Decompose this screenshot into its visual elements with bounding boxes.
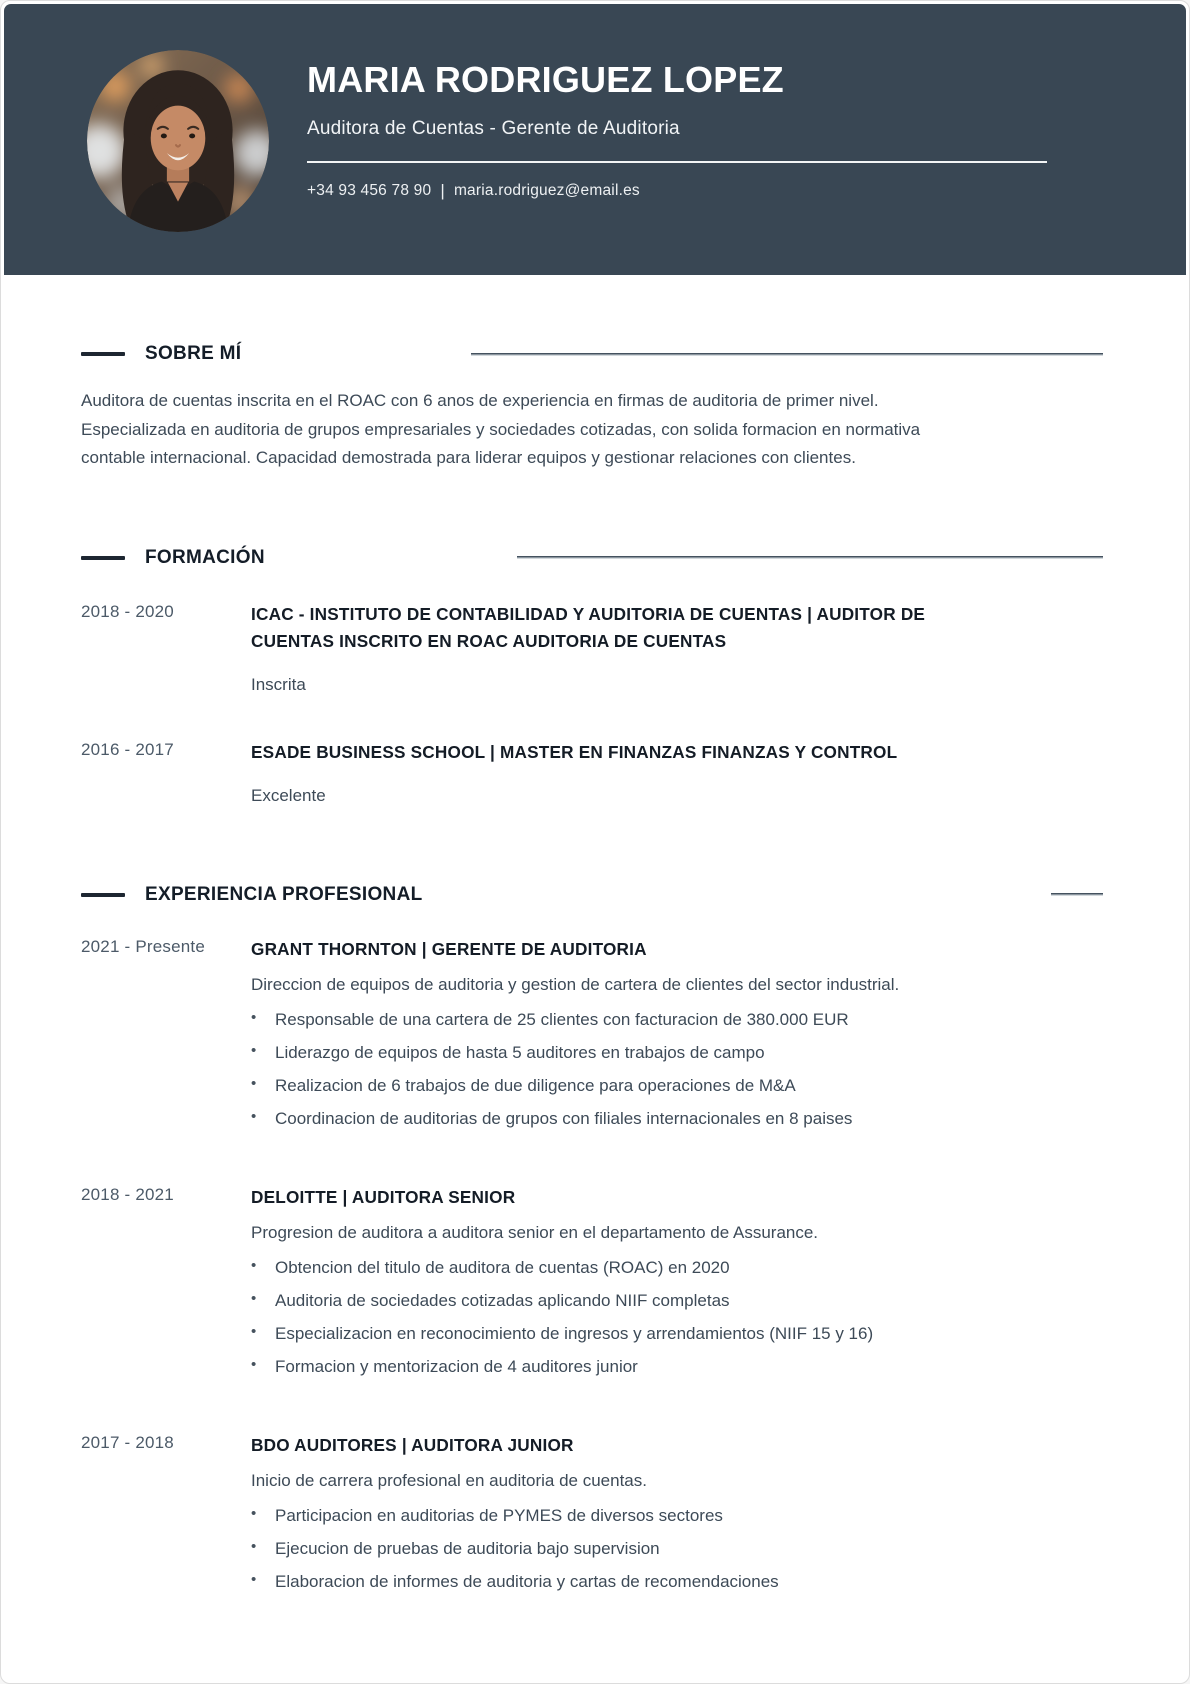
entry-body (251, 936, 1103, 1140)
entry-dates: 2018 - 2020 (81, 601, 174, 621)
entry-body (251, 1184, 1103, 1388)
entry-description: Inicio de carrera profesional en auditoria de cuentas. (251, 1470, 647, 1490)
header-divider (307, 161, 1047, 163)
bullet-list (251, 1008, 1103, 1130)
section-heading-dash (81, 556, 125, 560)
entry-body (251, 1432, 1103, 1603)
entry-title: GRANT THORNTON | GERENTE DE AUDITORIA (251, 938, 647, 959)
entry-title: BDO AUDITORES | AUDITORA JUNIOR (251, 1434, 574, 1455)
bullet-item: • Ejecucion de pruebas de auditoria bajo supervision (275, 1537, 1103, 1560)
section-education (81, 547, 1103, 806)
content (1, 275, 1189, 1603)
contact-line (307, 180, 1047, 200)
experience-entry (81, 1184, 1103, 1388)
entry-title: DELOITTE | AUDITORA SENIOR (251, 1186, 516, 1207)
experience-entry (81, 936, 1103, 1140)
education-entry (81, 601, 1103, 695)
entry-grade: Inscrita (251, 674, 306, 694)
education-entry (81, 739, 1103, 806)
section-heading-dash (81, 352, 125, 356)
bullet-item: • Formacion y mentorizacion de 4 auditores junior (275, 1355, 1103, 1378)
bullet-item: • Obtencion del titulo de auditora de cuentas (ROAC) en 2020 (275, 1256, 1103, 1279)
phone-number: +34 93 456 78 90 (307, 182, 432, 199)
entry-dates: 2016 - 2017 (81, 739, 174, 759)
header (4, 4, 1186, 275)
bullet-list (251, 1256, 1103, 1378)
entry-description: Progresion de auditora a auditora senior en el departamento de Assurance. (251, 1222, 819, 1242)
section-heading-rule (471, 353, 1103, 356)
entry-dates: 2021 - Presente (81, 936, 205, 956)
bullet-item: • Auditoria de sociedades cotizadas aplicando NIIF completas (275, 1289, 1103, 1312)
entry-grade: Excelente (251, 785, 326, 805)
entry-dates: 2018 - 2021 (81, 1184, 174, 1204)
section-about-header (81, 343, 1103, 365)
bullet-item: • Responsable de una cartera de 25 clientes con facturacion de 380.000 EUR (275, 1008, 1103, 1031)
profile-photo-illustration (87, 50, 269, 232)
section-heading-rule (1051, 893, 1103, 896)
bullet-item: • Especializacion en reconocimiento de ingresos y arrendamientos (NIIF 15 y 16) (275, 1322, 1103, 1345)
entry-title: ICAC - INSTITUTO DE CONTABILIDAD Y AUDITORIA DE CUENTAS | AUDITOR DE CUENTAS INSCRITO EN ROAC AUDITORIA DE CUENTAS (251, 603, 926, 651)
section-about (81, 343, 1103, 473)
section-education-title: FORMACIÓN (145, 546, 265, 568)
bullet-item: • Participacion en auditorias de PYMES de diversos sectores (275, 1504, 1103, 1527)
entry-dates: 2017 - 2018 (81, 1432, 174, 1452)
bullet-item: • Coordinacion de auditorias de grupos con filiales internacionales en 8 paises (275, 1107, 1103, 1130)
section-heading-rule (517, 556, 1103, 559)
section-education-header (81, 547, 1103, 569)
profile-photo (87, 50, 269, 232)
header-info (307, 59, 1047, 200)
section-experience-title: EXPERIENCIA PROFESIONAL (145, 883, 423, 905)
entry-body (251, 601, 1103, 695)
bullet-item: • Liderazgo de equipos de hasta 5 auditores en trabajos de campo (275, 1041, 1103, 1064)
section-heading-dash (81, 893, 125, 897)
section-experience-header (81, 884, 1103, 906)
job-title: Auditora de Cuentas - Gerente de Auditoria (307, 118, 680, 139)
entry-title: ESADE BUSINESS SCHOOL | MASTER EN FINANZAS FINANZAS Y CONTROL (251, 741, 898, 762)
bullet-item: • Realizacion de 6 trabajos de due diligence para operaciones de M&A (275, 1074, 1103, 1097)
experience-entry (81, 1432, 1103, 1603)
section-experience (81, 884, 1103, 1603)
contact-separator: | (440, 181, 445, 200)
entry-description: Direccion de equipos de auditoria y gestion de cartera de clientes del sector industrial. (251, 974, 900, 994)
entry-body (251, 739, 1103, 806)
email-address: maria.rodriguez@email.es (453, 182, 640, 199)
bullet-item: • Elaboracion de informes de auditoria y cartas de recomendaciones (275, 1570, 1103, 1593)
person-name: MARIA RODRIGUEZ LOPEZ (307, 59, 784, 100)
section-about-title: SOBRE MÍ (145, 343, 242, 364)
about-paragraph: Auditora de cuentas inscrita en el ROAC con 6 anos de experiencia en firmas de auditoria de primer nivel. Especializada en auditoria de grupos empresariales y sociedades cotizadas, con solida formacion en normativa contable internacional. Capacidad demostrada para liderar equipos y gestionar relaciones con clientes. (81, 391, 921, 467)
bullet-list (251, 1504, 1103, 1593)
